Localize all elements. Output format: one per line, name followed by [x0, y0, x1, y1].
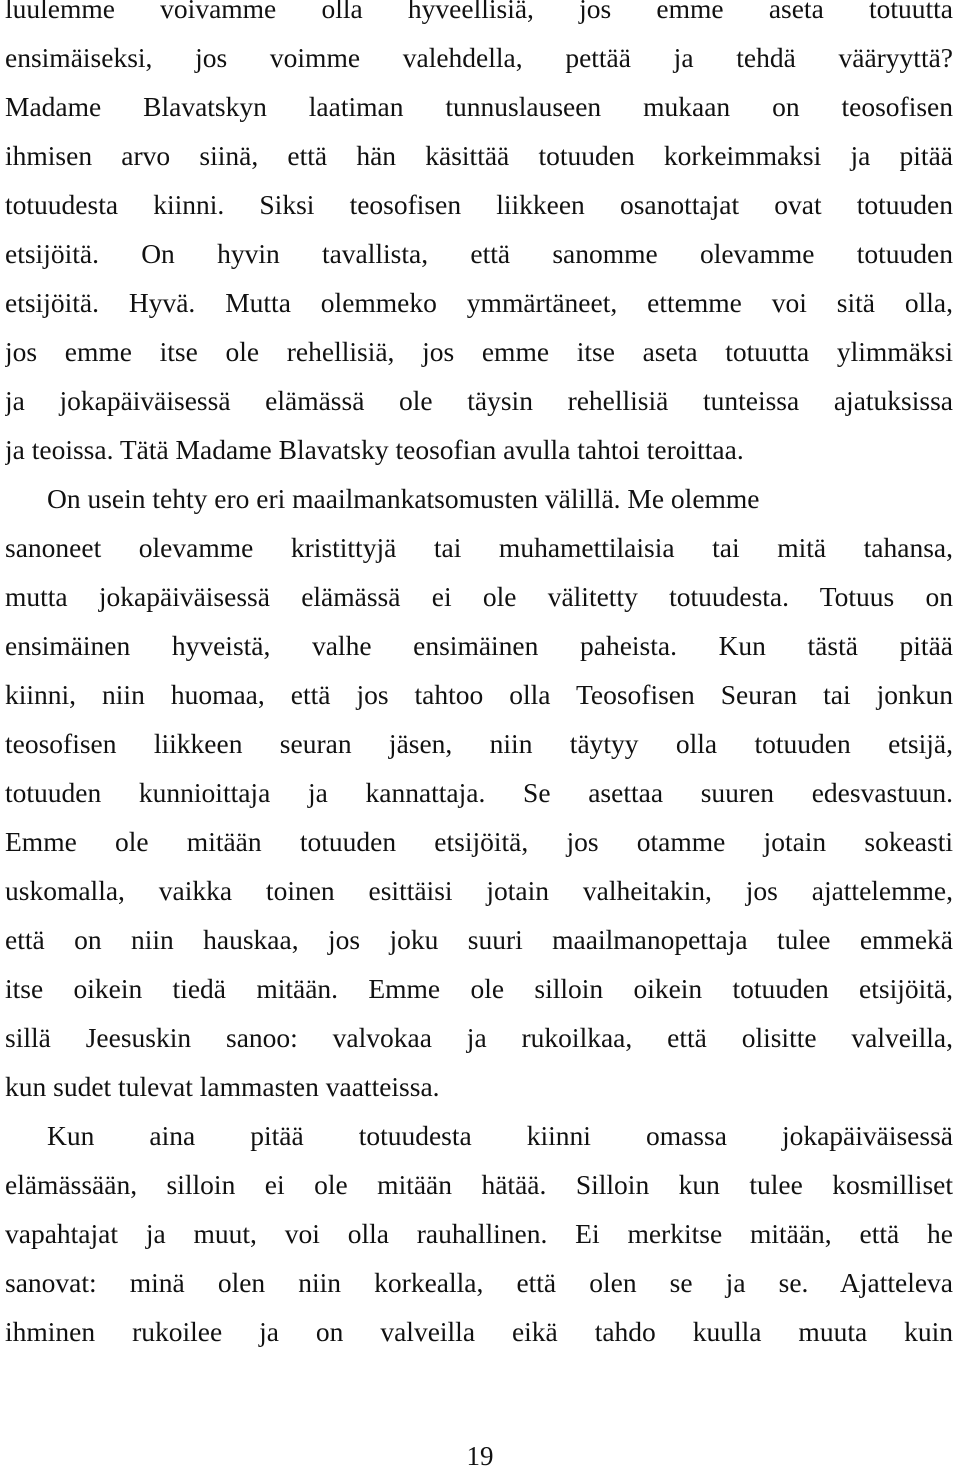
- text-line: ihmisen arvo siinä, että hän käsittää totuuden korkeimmaksi ja pitää: [5, 140, 953, 171]
- text-line: etsijöitä. Hyvä. Mutta olemmeko ymmärtäneet, ettemme voi sitä olla,: [5, 287, 953, 318]
- text-line: vapahtajat ja muut, voi olla rauhallinen. Ei merkitse mitään, että he: [5, 1218, 953, 1249]
- text-line: sanovat: minä olen niin korkealla, että olen se ja se. Ajatteleva: [5, 1267, 953, 1298]
- text-line: sanoneet olevamme kristittyjä tai muhamettilaisia tai mitä tahansa,: [5, 532, 953, 563]
- text-line: kiinni, niin huomaa, että jos tahtoo olla Teosofisen Seuran tai jonkun: [5, 679, 953, 710]
- text-line: ensimäinen hyveistä, valhe ensimäinen paheista. Kun tästä pitää: [5, 630, 953, 661]
- text-line: ihminen rukoilee ja on valveilla eikä tahdo kuulla muuta kuin: [5, 1316, 953, 1347]
- text-line: mutta jokapäiväisessä elämässä ei ole välitetty totuudesta. Totuus on: [5, 581, 953, 612]
- text-line: etsijöitä. On hyvin tavallista, että sanomme olevamme totuuden: [5, 238, 953, 269]
- text-line: Emme ole mitään totuuden etsijöitä, jos otamme jotain sokeasti: [5, 826, 953, 857]
- text-line: ja jokapäiväisessä elämässä ole täysin rehellisiä tunteissa ajatuksissa: [5, 385, 953, 416]
- text-line: totuuden kunnioittaja ja kannattaja. Se asettaa suuren edesvastuun.: [5, 777, 953, 808]
- text-line: jos emme itse ole rehellisiä, jos emme itse aseta totuutta ylimmäksi: [5, 336, 953, 367]
- text-line: ja teoissa. Tätä Madame Blavatsky teosofian avulla tahtoi teroittaa.: [5, 434, 744, 465]
- paragraph-start-line: On usein tehty ero eri maailmankatsomusten välillä. Me olemme: [47, 483, 760, 514]
- page-number: 19: [466, 1441, 494, 1471]
- paragraph-start-line: Kun aina pitää totuudesta kiinni omassa jokapäiväisessä: [47, 1120, 953, 1151]
- text-line: luulemme voivamme olla hyveellisiä, jos emme aseta totuutta: [5, 0, 953, 24]
- text-line: itse oikein tiedä mitään. Emme ole silloin oikein totuuden etsijöitä,: [5, 973, 953, 1004]
- text-line: elämässään, silloin ei ole mitään hätää. Silloin kun tulee kosmilliset: [5, 1169, 953, 1200]
- text-line: kun sudet tulevat lammasten vaatteissa.: [5, 1071, 440, 1102]
- text-line: ensimäiseksi, jos voimme valehdella, pettää ja tehdä vääryyttä?: [5, 42, 953, 73]
- text-line: uskomalla, vaikka toinen esittäisi jotain valheitakin, jos ajattelemme,: [5, 875, 953, 906]
- text-line: Madame Blavatskyn laatiman tunnuslauseen mukaan on teosofisen: [5, 91, 953, 122]
- text-line: teosofisen liikkeen seuran jäsen, niin täytyy olla totuuden etsijä,: [5, 728, 953, 759]
- body-text: [5, 0, 953, 1356]
- text-line: että on niin hauskaa, jos joku suuri maailmanopettaja tulee emmekä: [5, 924, 953, 955]
- text-line: totuudesta kiinni. Siksi teosofisen liikkeen osanottajat ovat totuuden: [5, 189, 953, 220]
- text-line: sillä Jeesuskin sanoo: valvokaa ja rukoilkaa, että olisitte valveilla,: [5, 1022, 953, 1053]
